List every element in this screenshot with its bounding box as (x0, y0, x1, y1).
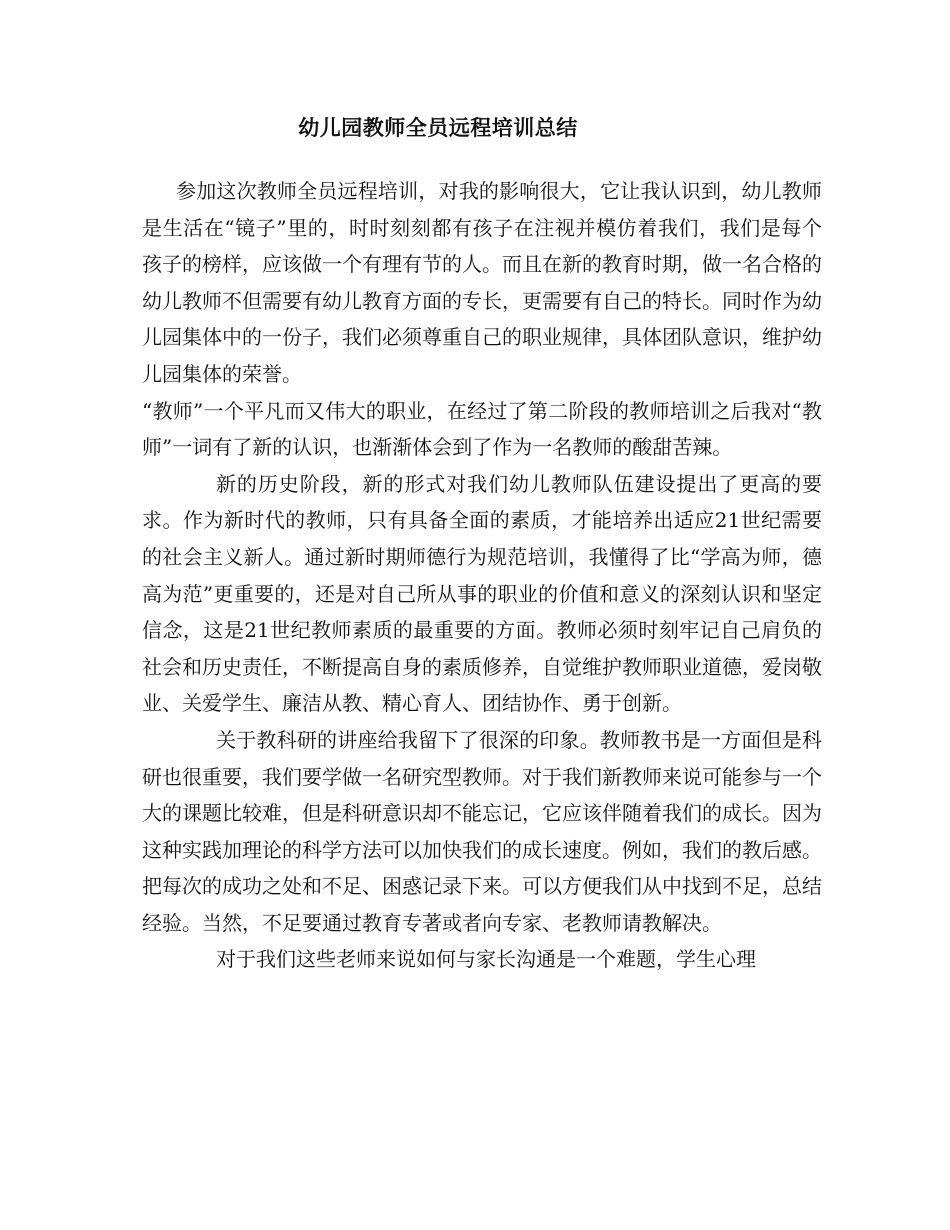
paragraph-4: 关于教科研的讲座给我留下了很深的印象。教师教书是一方面但是科研也很重要，我们要学做一名研究型教师。对于我们新教师来说可能参与一个大的课题比较难，但是科研意识却不能忘记，它应该伴随着我们的成长。因为这种实践加理论的科学方法可以加快我们的成长速度。例如，我们的教后感。把每次的成功之处和不足、困惑记录下来。可以方便我们从中找到不足，总结经验。当然，不足要通过教育专著或者向专家、老教师请教解决。 (142, 727, 822, 935)
paragraph-3: 新的历史阶段，新的形式对我们幼儿教师队伍建设提出了更高的要求。作为新时代的教师，只有具备全面的素质，才能培养出适应21世纪需要的社会主义新人。通过新时期师德行为规范培训，我懂得了比“学高为师，德高为范”更重要的，还是对自己所从事的职业的价值和意义的深刻认识和坚定信念，这是21世纪教师素质的最重要的方面。教师必须时刻牢记自己肩负的社会和历史责任，不断提高自身的素质修养，自觉维护教师职业道德，爱岗敬业、关爱学生、廉洁从教、精心育人、团结协作、勇于创新。 (142, 471, 822, 716)
document-title: 幼儿园教师全员远程培训总结 (298, 116, 578, 140)
document-body (142, 173, 822, 978)
paragraph-2: “教师”一个平凡而又伟大的职业，在经过了第二阶段的教师培训之后我对“教师”一词有了新的认识，也渐渐体会到了作为一名教师的酸甜苦辣。 (142, 398, 822, 460)
paragraph-1: 参加这次教师全员远程培训，对我的影响很大，它让我认识到，幼儿教师是生活在“镜子”里的，时时刻刻都有孩子在注视并模仿着我们，我们是每个孩子的榜样，应该做一个有理有节的人。而且在新的教育时期，做一名合格的幼儿教师不但需要有幼儿教育方面的专长，更需要有自己的特长。同时作为幼儿园集体中的一份子，我们必须尊重自己的职业规律，具体团队意识，维护幼儿园集体的荣誉。 (142, 179, 822, 386)
paragraph-5: 对于我们这些老师来说如何与家长沟通是一个难题，学生心理 (216, 947, 756, 972)
